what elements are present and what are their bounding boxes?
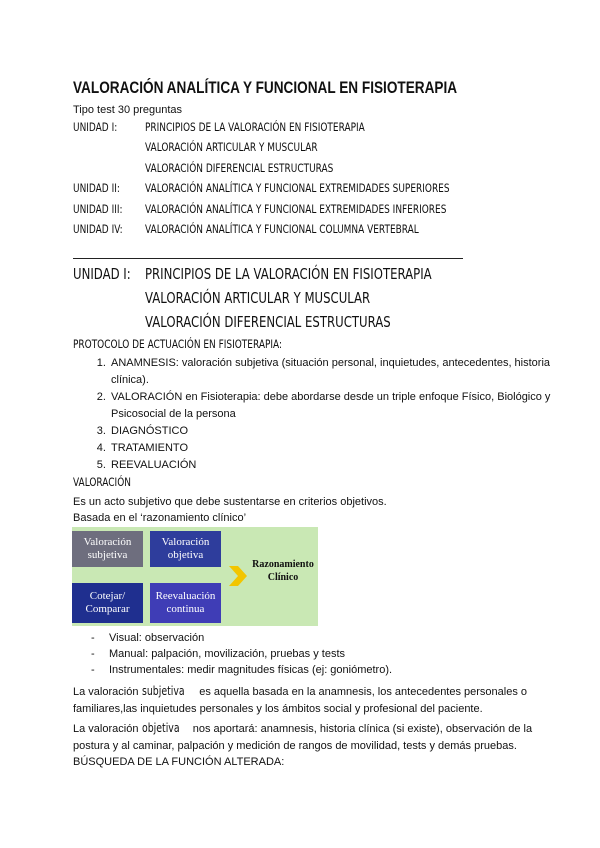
list-item: - Manual: palpación, movilización, pruebas y tests	[73, 646, 392, 662]
diagram-center-label: Razonamiento Clínico	[252, 559, 314, 583]
unit-3-label: UNIDAD III:	[73, 202, 123, 216]
measurement-list	[73, 630, 392, 678]
diagram-box-compare: Cotejar/ Comparar	[72, 583, 143, 623]
keyword-subjetiva: subjetiva	[141, 684, 185, 698]
unit-1-label: UNIDAD I:	[73, 120, 118, 134]
unit-1-line-3: VALORACIÓN DIFERENCIAL ESTRUCTURAS	[145, 161, 334, 175]
page-title: VALORACIÓN ANALÍTICA Y FUNCIONAL EN FISIOTERAPIA	[73, 78, 458, 97]
paragraph-subjective: La valoración subjetiva es aquella basada en la anamnesis, los antecedentes personales o familiares,las inquietudes personales y los ámbitos social y profesional del paciente.	[73, 684, 528, 715]
unit-2-line-1: VALORACIÓN ANALÍTICA Y FUNCIONAL EXTREMIDADES SUPERIORES	[145, 181, 450, 195]
section-line-3: VALORACIÓN DIFERENCIAL ESTRUCTURAS	[145, 313, 391, 331]
list-item: 5. REEVALUACIÓN	[109, 457, 569, 474]
unit-4-label: UNIDAD IV:	[73, 222, 123, 236]
protocol-heading: PROTOCOLO DE ACTUACIÓN EN FISIOTERAPIA:	[73, 337, 283, 351]
subtitle: Tipo test 30 preguntas	[73, 104, 183, 116]
list-item: - Visual: observación	[73, 630, 392, 646]
section-label: UNIDAD I:	[73, 265, 131, 283]
paragraph-objective: La valoración objetiva nos aportará: anamnesis, historia clínica (si existe), observación de la postura y al caminar, palpación y medición de rangos de movilidad, tests y demás pruebas.	[73, 721, 533, 752]
diagram-box-reevaluation: Reevaluación continua	[150, 583, 221, 623]
clinical-reasoning-diagram	[72, 527, 318, 626]
list-item: 4. TRATAMIENTO	[109, 440, 569, 457]
separator-line	[73, 258, 463, 259]
unit-1-line-1: PRINCIPIOS DE LA VALORACIÓN EN FISIOTERAPIA	[145, 120, 365, 134]
chevron-right-icon	[227, 564, 249, 588]
valoracion-heading: VALORACIÓN	[73, 475, 131, 489]
search-heading: BÚSQUEDA DE LA FUNCIÓN ALTERADA:	[73, 756, 285, 768]
unit-2-label: UNIDAD II:	[73, 181, 120, 195]
valoracion-line-1: Es un acto subjetivo que debe sustentarse en criterios objetivos.	[73, 496, 387, 508]
section-line-2: VALORACIÓN ARTICULAR Y MUSCULAR	[145, 289, 371, 307]
valoracion-line-2: Basada en el ‘razonamiento clínico’	[73, 512, 247, 524]
diagram-box-subjective: Valoración subjetiva	[72, 531, 143, 567]
unit-1-line-2: VALORACIÓN ARTICULAR Y MUSCULAR	[145, 140, 318, 154]
unit-4-line-1: VALORACIÓN ANALÍTICA Y FUNCIONAL COLUMNA VERTEBRAL	[145, 222, 419, 236]
keyword-objetiva: objetiva	[141, 721, 180, 735]
list-item: 2. VALORACIÓN en Fisioterapia: debe abordarse desde un triple enfoque Físico, Biológico y Psicosocial de la persona	[109, 389, 569, 423]
unit-3-line-1: VALORACIÓN ANALÍTICA Y FUNCIONAL EXTREMIDADES INFERIORES	[145, 202, 447, 216]
section-line-1: PRINCIPIOS DE LA VALORACIÓN EN FISIOTERAPIA	[145, 265, 432, 283]
list-item: 3. DIAGNÓSTICO	[109, 423, 569, 440]
list-item: 1. ANAMNESIS: valoración subjetiva (situación personal, inquietudes, antecedentes, historia clínica).	[109, 355, 569, 389]
list-item: - Instrumentales: medir magnitudes físicas (ej: goniómetro).	[73, 662, 392, 678]
diagram-box-objective: Valoración objetiva	[150, 531, 221, 567]
protocol-list	[73, 355, 569, 474]
